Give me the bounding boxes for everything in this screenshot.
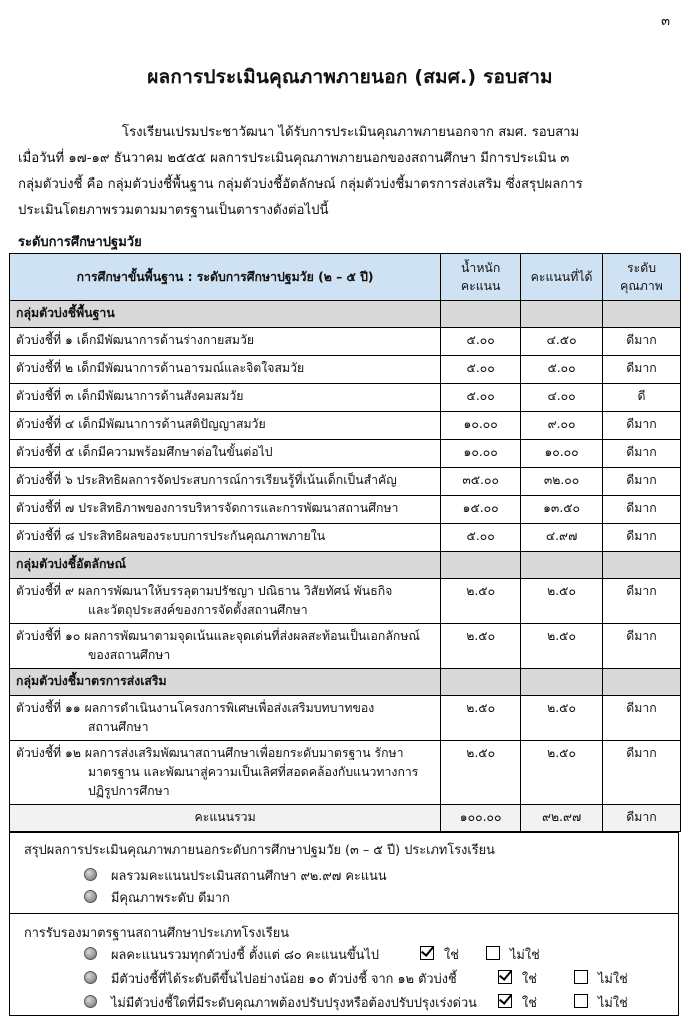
- checkbox-icon[interactable]: [574, 994, 588, 1008]
- yes-option[interactable]: [498, 968, 537, 989]
- total-score: ๙๒.๙๗: [521, 805, 603, 832]
- level-cell: ดี: [603, 384, 681, 412]
- indicator-label: ตัวบ่งชี้ที่ ๑ เด็กมีพัฒนาการด้านร่างกายสมวัย: [16, 333, 255, 347]
- intro-line: ประเมินโดยภาพรวมตามมาตรฐานเป็นตารางดังต่อไปนี้: [18, 203, 329, 218]
- score-cell: ๔.๐๐: [521, 384, 603, 412]
- bullet-icon: [84, 995, 97, 1008]
- intro-line: โรงเรียนเปรมประชาวัฒนา ได้รับการประเมินคุณภาพภายนอกจาก สมศ. รอบสาม: [122, 125, 580, 140]
- score-cell: ๒.๕๐: [521, 741, 603, 805]
- header-weight-line: คะแนน: [460, 279, 501, 293]
- header-weight-line: น้ำหนัก: [461, 261, 501, 275]
- yes-label: ใช่: [522, 972, 537, 987]
- score-cell: ๒.๕๐: [521, 579, 603, 624]
- header-level-line: คุณภาพ: [620, 279, 663, 293]
- level-cell: ดีมาก: [603, 624, 681, 669]
- indicator-label: ตัวบ่งชี้ที่ ๕ เด็กมีความพร้อมศึกษาต่อในขั้นต่อไป: [16, 445, 273, 459]
- summary-item-text: มีคุณภาพระดับ ดีมาก: [111, 891, 230, 906]
- indicator-cell: [10, 696, 441, 741]
- header-level-line: ระดับ: [627, 261, 657, 275]
- score-cell: ๑๐.๐๐: [521, 440, 603, 468]
- bullet-icon: [84, 890, 97, 903]
- weight-cell: ๕.๐๐: [441, 356, 521, 384]
- total-label: คะแนนรวม: [10, 805, 441, 832]
- certification-item-text: ไม่มีตัวบ่งชี้ใดที่มีระดับคุณภาพต้องปรับปรุงหรือต้องปรับปรุงเร่งด่วน: [111, 996, 477, 1011]
- indicator-label: ตัวบ่งชี้ที่ ๔ เด็กมีพัฒนาการด้านสติปัญญาสมวัย: [16, 417, 266, 431]
- level-cell: ดีมาก: [603, 741, 681, 805]
- summary-box: [9, 832, 679, 914]
- checkbox-icon[interactable]: [498, 994, 512, 1008]
- indicator-label-cont: สถานศึกษา: [88, 720, 149, 734]
- yes-label: ใช่: [522, 996, 537, 1011]
- weight-cell: ๕.๐๐: [441, 524, 521, 552]
- intro-paragraph: [18, 120, 683, 224]
- score-cell: ๒.๕๐: [521, 696, 603, 741]
- weight-cell: ๕.๐๐: [441, 384, 521, 412]
- no-label: ไม่ใช่: [510, 948, 540, 963]
- table-row: [10, 696, 681, 741]
- table-row: [10, 328, 681, 356]
- indicator-label: ตัวบ่งชี้ที่ ๒ เด็กมีพัฒนาการด้านอารมณ์และจิตใจสมวัย: [16, 361, 305, 375]
- group-row: [10, 552, 681, 579]
- weight-cell: ๒.๕๐: [441, 579, 521, 624]
- level-cell: ดีมาก: [603, 328, 681, 356]
- bullet-icon: [84, 868, 97, 881]
- indicator-cell: [10, 741, 441, 805]
- bullet-icon: [84, 971, 97, 984]
- indicator-label-cont: ของสถานศึกษา: [88, 648, 171, 662]
- no-option[interactable]: [574, 968, 628, 989]
- table-row: [10, 741, 681, 805]
- section-label: ระดับการศึกษาปฐมวัย: [18, 235, 142, 250]
- total-level: ดีมาก: [603, 805, 681, 832]
- summary-item-text: ผลรวมคะแนนประเมินสถานศึกษา ๙๒.๙๗ คะแนน: [111, 869, 387, 884]
- indicator-cell: [10, 440, 441, 468]
- weight-cell: ๒.๕๐: [441, 741, 521, 805]
- level-cell: ดีมาก: [603, 356, 681, 384]
- no-label: ไม่ใช่: [598, 972, 628, 987]
- table-row: [10, 624, 681, 669]
- page-number: ๓: [661, 14, 670, 29]
- indicator-label: ตัวบ่งชี้ที่ ๑๐ ผลการพัฒนาตามจุดเน้นและจุดเด่นที่ส่งผลสะท้อนเป็นเอกลักษณ์: [16, 629, 420, 643]
- score-cell: ๑๓.๕๐: [521, 496, 603, 524]
- table-row: [10, 468, 681, 496]
- intro-line: เมื่อวันที่ ๑๗-๑๙ ธันวาคม ๒๕๕๕ ผลการประเมินคุณภาพภายนอกของสถานศึกษา มีการประเมิน ๓: [18, 151, 570, 166]
- score-cell: ๔.๕๐: [521, 328, 603, 356]
- group-name: กลุ่มตัวบ่งชี้อัตลักษณ์: [10, 552, 441, 579]
- yes-label: ใช่: [444, 948, 459, 963]
- no-label: ไม่ใช่: [598, 996, 628, 1011]
- summary-item: [84, 865, 387, 886]
- checkbox-icon[interactable]: [574, 970, 588, 984]
- level-cell: ดีมาก: [603, 696, 681, 741]
- indicator-cell: [10, 468, 441, 496]
- group-row: [10, 301, 681, 328]
- group-empty-cell: [603, 301, 681, 328]
- header-score: คะแนนที่ได้: [521, 254, 603, 301]
- indicator-cell: [10, 384, 441, 412]
- total-weight: ๑๐๐.๐๐: [441, 805, 521, 832]
- level-cell: ดีมาก: [603, 440, 681, 468]
- indicator-cell: [10, 524, 441, 552]
- bullet-icon: [84, 947, 97, 960]
- header-main: การศึกษาขั้นพื้นฐาน : ระดับการศึกษาปฐมวัย (๒ – ๕ ปี): [10, 254, 441, 301]
- group-empty-cell: [603, 552, 681, 579]
- header-level: [603, 254, 681, 301]
- table-row: [10, 496, 681, 524]
- group-row: [10, 669, 681, 696]
- level-cell: ดีมาก: [603, 524, 681, 552]
- group-name: กลุ่มตัวบ่งชี้มาตรการส่งเสริม: [10, 669, 441, 696]
- indicator-cell: [10, 496, 441, 524]
- weight-cell: ๑๐.๐๐: [441, 440, 521, 468]
- level-cell: ดีมาก: [603, 412, 681, 440]
- assessment-table: [9, 253, 681, 832]
- summary-title: สรุปผลการประเมินคุณภาพภายนอกระดับการศึกษาปฐมวัย (๓ – ๕ ปี) ประเภทโรงเรียน: [24, 843, 495, 858]
- certification-item: [84, 944, 379, 965]
- indicator-label: ตัวบ่งชี้ที่ ๙ ผลการพัฒนาให้บรรลุตามปรัชญา ปณิธาน วิสัยทัศน์ พันธกิจ: [16, 584, 393, 598]
- intro-line: กลุ่มตัวบ่งชี้ คือ กลุ่มตัวบ่งชี้พื้นฐาน กลุ่มตัวบ่งชี้อัตลักษณ์ กลุ่มตัวบ่งชี้มาตรการส่งเสริม ซึ่งสรุปผลการ: [18, 177, 583, 192]
- certification-title: การรับรองมาตรฐานสถานศึกษาประเภทโรงเรียน: [24, 926, 289, 941]
- page-title: ผลการประเมินคุณภาพภายนอก (สมศ.) รอบสาม: [147, 66, 553, 88]
- table-body: [10, 301, 681, 832]
- no-option[interactable]: [486, 944, 540, 965]
- weight-cell: ๑๕.๐๐: [441, 496, 521, 524]
- group-empty-cell: [521, 301, 603, 328]
- table-row: [10, 356, 681, 384]
- indicator-label: ตัวบ่งชี้ที่ ๘ ประสิทธิผลของระบบการประกันคุณภาพภายใน: [16, 529, 326, 543]
- table-row: [10, 384, 681, 412]
- score-cell: ๙.๐๐: [521, 412, 603, 440]
- indicator-cell: [10, 624, 441, 669]
- indicator-label: ตัวบ่งชี้ที่ ๖ ประสิทธิผลการจัดประสบการณ์การเรียนรู้ที่เน้นเด็กเป็นสำคัญ: [16, 473, 397, 487]
- certification-item-text: ผลคะแนนรวมทุกตัวบ่งชี้ ตั้งแต่ ๘๐ คะแนนขึ้นไป: [111, 948, 379, 963]
- indicator-label: ตัวบ่งชี้ที่ ๗ ประสิทธิภาพของการบริหารจัดการและการพัฒนาสถานศึกษา: [16, 501, 399, 515]
- level-cell: ดีมาก: [603, 579, 681, 624]
- weight-cell: ๒.๕๐: [441, 624, 521, 669]
- group-empty-cell: [521, 669, 603, 696]
- score-cell: ๒.๕๐: [521, 624, 603, 669]
- weight-cell: ๓๕.๐๐: [441, 468, 521, 496]
- level-cell: ดีมาก: [603, 496, 681, 524]
- group-empty-cell: [603, 669, 681, 696]
- header-weight: [441, 254, 521, 301]
- certification-box: [9, 913, 679, 1016]
- checkbox-icon[interactable]: [498, 970, 512, 984]
- level-cell: ดีมาก: [603, 468, 681, 496]
- checkbox-icon[interactable]: [486, 946, 500, 960]
- weight-cell: ๑๐.๐๐: [441, 412, 521, 440]
- score-cell: ๓๒.๐๐: [521, 468, 603, 496]
- checkbox-icon[interactable]: [420, 946, 434, 960]
- table-row: [10, 524, 681, 552]
- score-cell: ๕.๐๐: [521, 356, 603, 384]
- summary-item: [84, 887, 230, 908]
- indicator-cell: [10, 328, 441, 356]
- no-option[interactable]: [574, 992, 628, 1013]
- certification-item: [84, 992, 477, 1013]
- table-row: [10, 412, 681, 440]
- score-cell: ๔.๙๗: [521, 524, 603, 552]
- table-row: [10, 440, 681, 468]
- group-empty-cell: [521, 552, 603, 579]
- indicator-label: ตัวบ่งชี้ที่ ๑๒ ผลการส่งเสริมพัฒนาสถานศึกษาเพื่อยกระดับมาตรฐาน รักษา: [16, 746, 404, 760]
- group-empty-cell: [441, 301, 521, 328]
- weight-cell: ๒.๕๐: [441, 696, 521, 741]
- table-row: [10, 579, 681, 624]
- group-name: กลุ่มตัวบ่งชี้พื้นฐาน: [10, 301, 441, 328]
- group-empty-cell: [441, 552, 521, 579]
- indicator-label-cont: มาตรฐาน และพัฒนาสู่ความเป็นเลิศที่สอดคล้องกับแนวทางการ: [88, 765, 419, 779]
- weight-cell: ๕.๐๐: [441, 328, 521, 356]
- group-empty-cell: [441, 669, 521, 696]
- indicator-cell: [10, 356, 441, 384]
- yes-option[interactable]: [498, 992, 537, 1013]
- certification-item: [84, 968, 457, 989]
- indicator-cell: [10, 412, 441, 440]
- indicator-label: ตัวบ่งชี้ที่ ๑๑ ผลการดำเนินงานโครงการพิเศษเพื่อส่งเสริมบทบาทของ: [16, 701, 375, 715]
- yes-option[interactable]: [420, 944, 459, 965]
- indicator-cell: [10, 579, 441, 624]
- total-row: [10, 805, 681, 832]
- indicator-label-cont: และวัตถุประสงค์ของการจัดตั้งสถานศึกษา: [88, 603, 308, 617]
- certification-item-text: มีตัวบ่งชี้ที่ได้ระดับดีขึ้นไปอย่างน้อย ๑๐ ตัวบ่งชี้ จาก ๑๒ ตัวบ่งชี้: [111, 972, 457, 987]
- indicator-label: ตัวบ่งชี้ที่ ๓ เด็กมีพัฒนาการด้านสังคมสมวัย: [16, 389, 244, 403]
- indicator-label-cont: ปฏิรูปการศึกษา: [88, 784, 170, 798]
